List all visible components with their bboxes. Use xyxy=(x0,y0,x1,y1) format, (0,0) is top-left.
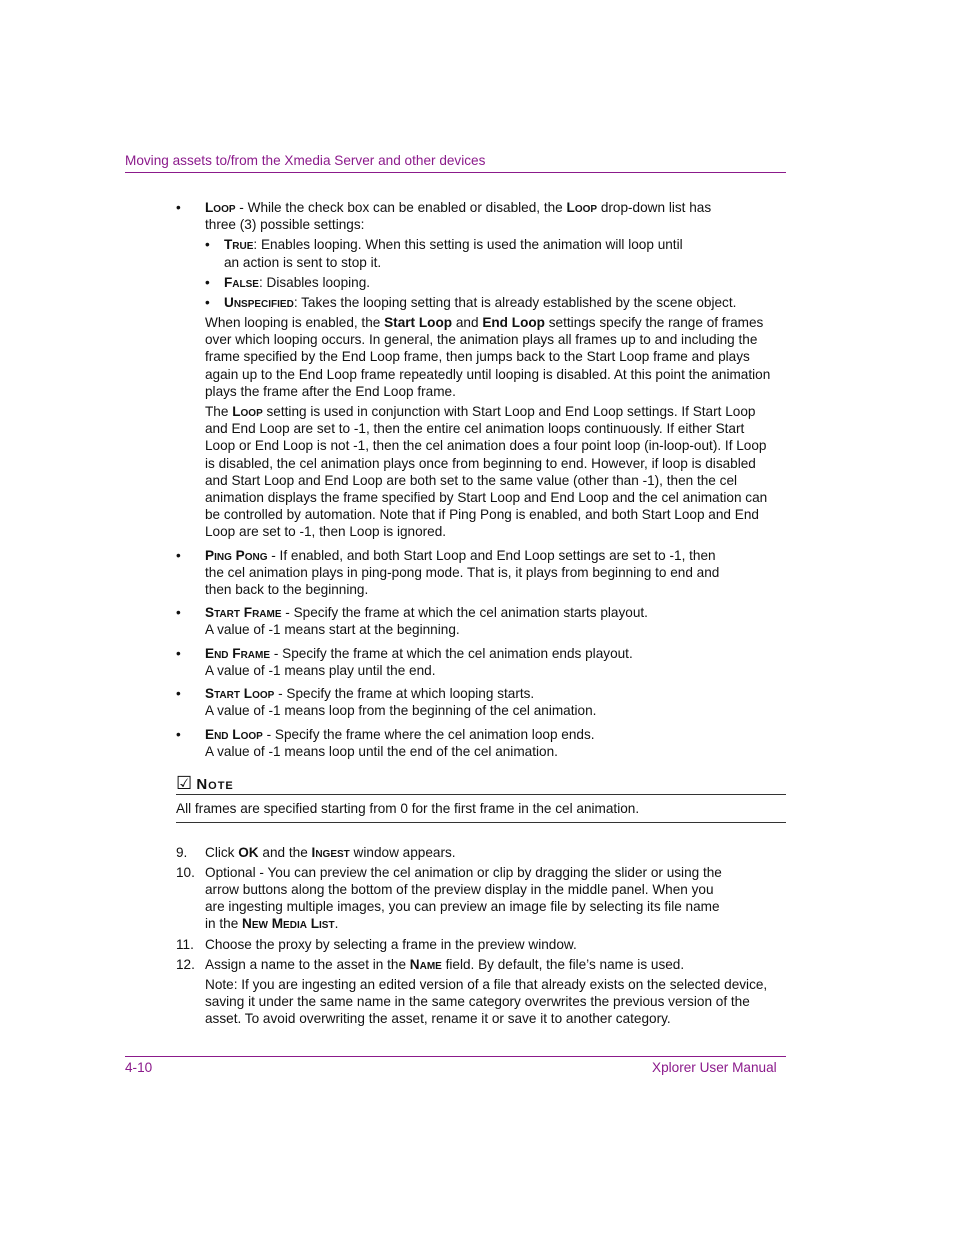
loop-line-2: three (3) possible settings: xyxy=(205,217,365,232)
setting-false: False: Disables looping. xyxy=(224,275,371,290)
bullet: • xyxy=(176,548,181,563)
bullet: • xyxy=(176,727,181,742)
loop-paragraph-2: The Loop setting is used in conjunction with Start Loop and End Loop settings. If Start Loop and End Loop are set to -1, then the entire cel animation loops continuously. If either Start Loop or End Loop is not -1, then the cel animation does a four point loop (in-loop-out). If Loop is disabled, the cel animation plays once from beginning to end. However, if loop is disabled and Start Loop and End Loop are both set to the same value (other than -1), then the cel animation displays the frame specified by Start Loop and End Loop and the cel animation can be controlled by automation. Note that if Ping Pong is enabled, and both Start Loop and End Loop are set to -1, then Loop is ignored. xyxy=(205,404,768,540)
start-loop-line-2: A value of -1 means loop from the beginning of the cel animation. xyxy=(205,703,597,718)
step-10-line-4: in the New Media List. xyxy=(205,916,339,931)
step-11: Choose the proxy by selecting a frame in the preview window. xyxy=(205,937,577,952)
loop-line-1: Loop - While the check box can be enabled or disabled, the Loop drop-down list has xyxy=(205,200,712,215)
step-12: Assign a name to the asset in the Name field. By default, the file’s name is used. xyxy=(205,957,685,972)
note-top-rule xyxy=(176,794,786,795)
step-number: 10. xyxy=(176,865,195,880)
step-10-line-1: Optional - You can preview the cel animation or clip by dragging the slider or using the xyxy=(205,865,722,880)
step-12-note: Note: If you are ingesting an edited version of a file that already exists on the selected device, saving it under the same name in the same category overwrites the previous version of the asset. To avoid overwriting the asset, rename it or save it to another category. xyxy=(205,977,768,1027)
ping-pong-line-3: then back to the beginning. xyxy=(205,582,369,597)
page-header-title: Moving assets to/from the Xmedia Server and other devices xyxy=(125,153,486,168)
header-rule xyxy=(125,172,786,173)
start-loop-line-1: Start Loop - Specify the frame at which looping starts. xyxy=(205,686,535,701)
step-9: Click OK and the Ingest window appears. xyxy=(205,845,456,860)
bullet: • xyxy=(176,686,181,701)
end-frame-line-2: A value of -1 means play until the end. xyxy=(205,663,436,678)
ping-pong-line-2: the cel animation plays in ping-pong mode. That is, it plays from beginning to end and xyxy=(205,565,720,580)
setting-true-line-1: True: Enables looping. When this setting is used the animation will loop until xyxy=(224,237,683,252)
note-bottom-rule xyxy=(176,822,786,823)
sub-bullet: • xyxy=(205,237,210,252)
ping-pong-line-1: Ping Pong - If enabled, and both Start Loop and End Loop settings are set to -1, then xyxy=(205,548,716,563)
step-number: 11. xyxy=(176,937,194,952)
checkbox-icon: ☑ xyxy=(176,773,193,793)
bullet: • xyxy=(176,200,181,215)
note-text: All frames are specified starting from 0 for the first frame in the cel animation. xyxy=(176,801,640,816)
setting-unspecified: Unspecified: Takes the looping setting that is already established by the scene object. xyxy=(224,295,737,310)
end-loop-line-1: End Loop - Specify the frame where the cel animation loop ends. xyxy=(205,727,595,742)
manual-title: Xplorer User Manual xyxy=(652,1060,777,1075)
setting-true-line-2: an action is sent to stop it. xyxy=(224,255,382,270)
step-10-line-2: arrow buttons along the bottom of the preview display in the middle panel. When you xyxy=(205,882,714,897)
page-number: 4-10 xyxy=(125,1060,153,1075)
footer-rule xyxy=(125,1056,786,1057)
step-number: 9. xyxy=(176,845,188,860)
start-frame-line-1: Start Frame - Specify the frame at which the cel animation starts playout. xyxy=(205,605,648,620)
bullet: • xyxy=(176,605,181,620)
bullet: • xyxy=(176,646,181,661)
end-frame-line-1: End Frame - Specify the frame at which the cel animation ends playout. xyxy=(205,646,633,661)
note-title: Note xyxy=(196,776,234,793)
loop-paragraph-1: When looping is enabled, the Start Loop and End Loop settings specify the range of frames over which looping occurs. In general, the animation plays all frames up to and including the frame specified by the End Loop frame, then jumps back to the Start Loop frame and plays again up to the End Loop frame repeatedly until looping is disabled. At this point the animation plays the frame after the End Loop frame. xyxy=(205,315,771,399)
start-frame-line-2: A value of -1 means start at the beginning. xyxy=(205,622,460,637)
step-number: 12. xyxy=(176,957,195,972)
sub-bullet: • xyxy=(205,275,210,290)
step-10-line-3: are ingesting multiple images, you can preview an image file by selecting its file name xyxy=(205,899,720,914)
end-loop-line-2: A value of -1 means loop until the end of the cel animation. xyxy=(205,744,558,759)
sub-bullet: • xyxy=(205,295,210,310)
note-heading xyxy=(176,773,234,794)
